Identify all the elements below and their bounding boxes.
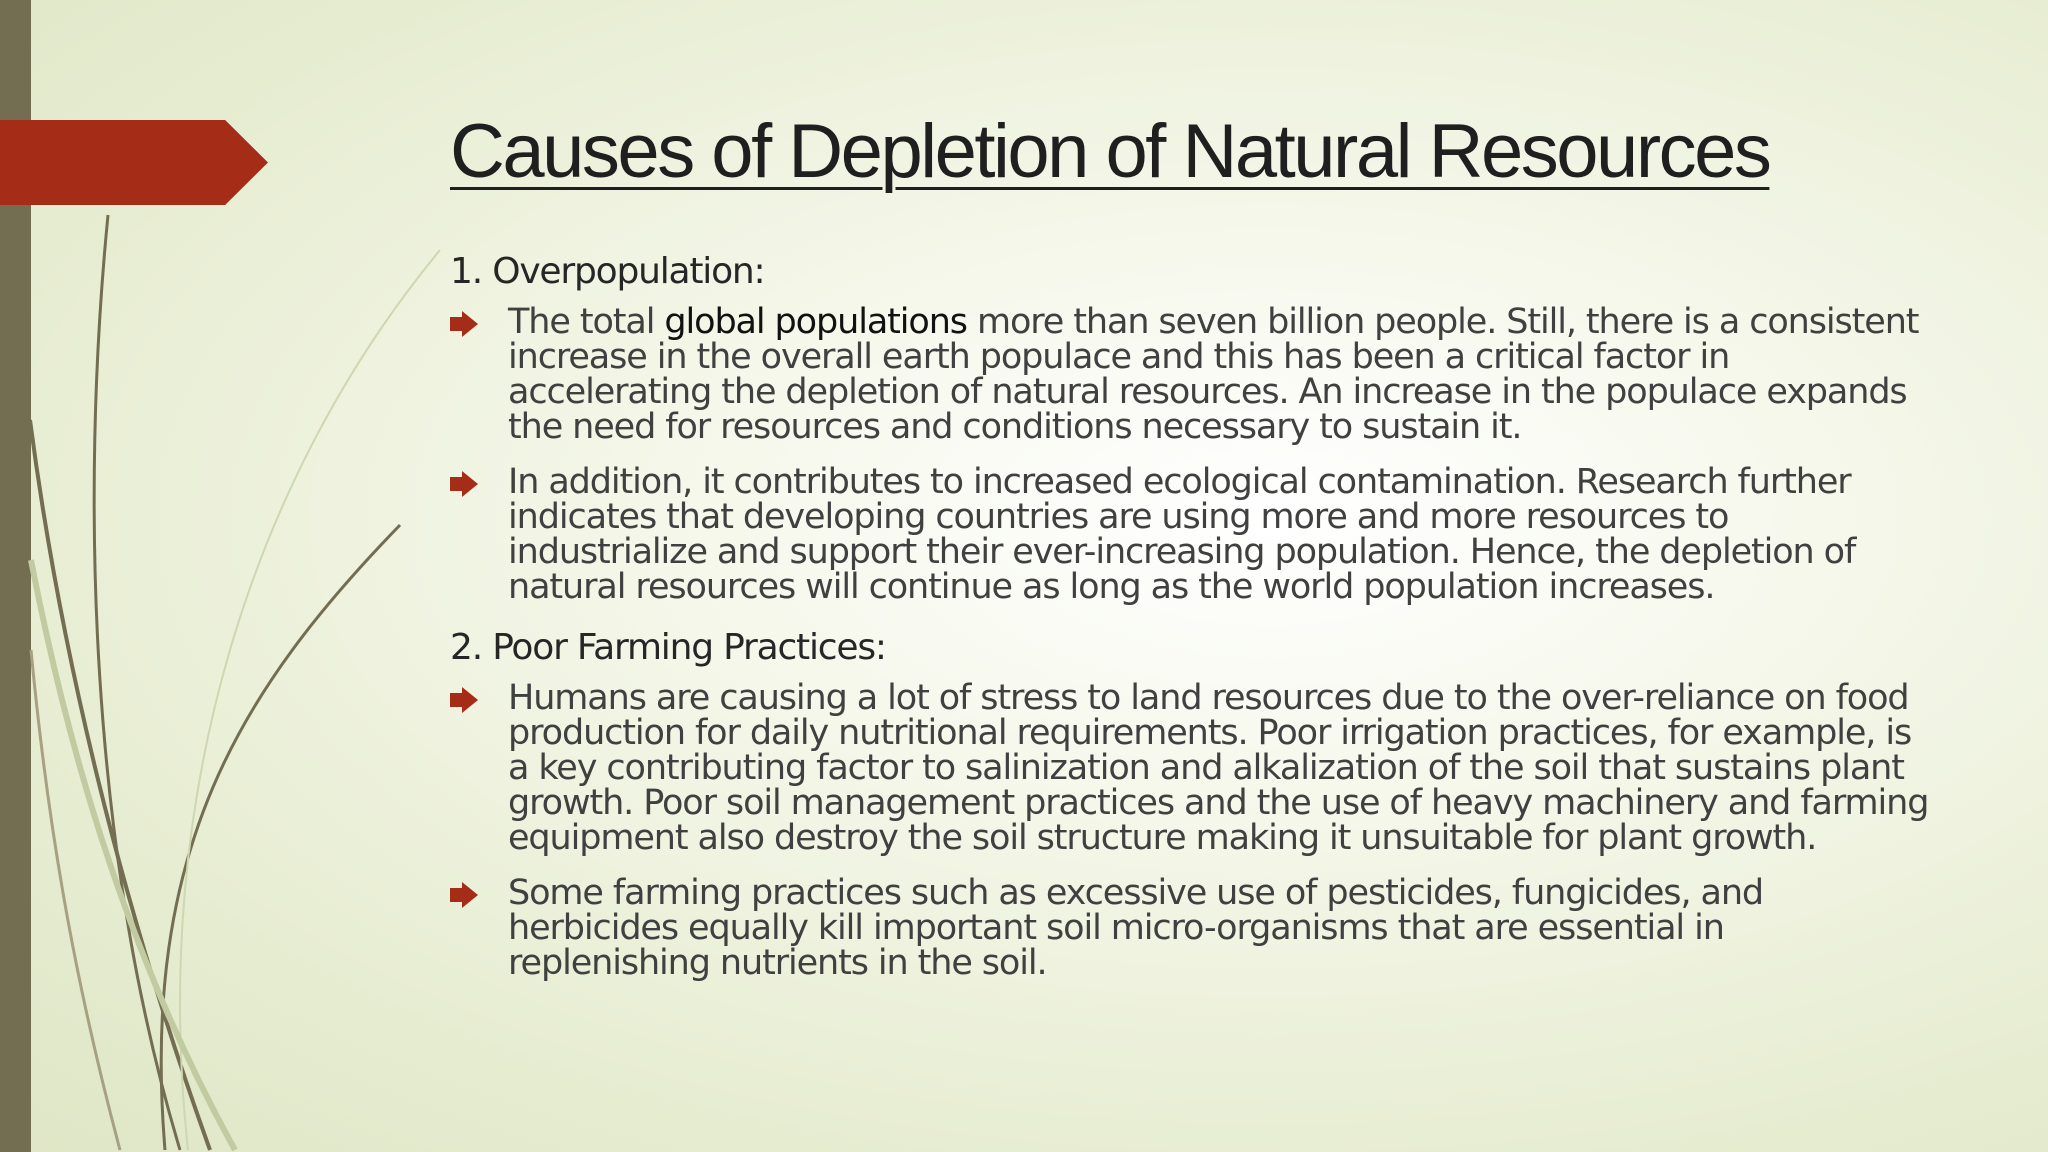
slide-content (450, 108, 1930, 1001)
bullet-text-end: more than seven billion people. Still, there is a consistent increase in the overall earth populace and this has been a critical factor in accelerating the depletion of natural resources. An increase in the populace expands the need for resources and conditions necessary to sustain it. (508, 302, 1919, 447)
slide-title: Causes of Depletion of Natural Resources (450, 109, 1770, 194)
bullet-list-overpopulation (450, 302, 1930, 607)
bullet-text: In addition, it contributes to increased ecological contamination. Research further indicates that developing countries are using more and more resources to industrialize and support their ever-increasing population. Hence, the depletion of natural resources will continue as long as the world population increases. (508, 462, 1856, 607)
section-heading-overpopulation: 1. Overpopulation: (450, 251, 765, 292)
arrow-bullet-icon (450, 311, 478, 337)
bullet-item (450, 873, 1930, 983)
section-overpopulation (450, 249, 1930, 605)
bullet-item (450, 678, 1930, 858)
arrow-bullet-icon (450, 687, 478, 713)
bullet-text-start: The total (508, 302, 665, 342)
bullet-text (508, 302, 1930, 447)
bullet-item (450, 462, 1930, 607)
section-poor-farming (450, 625, 1930, 981)
bullet-text: Some farming practices such as excessive use of pesticides, fungicides, and herbicides equally kill important soil micro-organisms that are essential in replenishing nutrients in the soil. (508, 873, 1764, 983)
bullet-item (450, 302, 1930, 447)
arrow-bullet-icon (450, 471, 478, 497)
title-arrow-tab (0, 120, 268, 205)
bullet-text: Humans are causing a lot of stress to land resources due to the over-reliance on food production for daily nutritional requirements. Poor irrigation practices, for example, is a key contributing factor to salinization and alkalization of the soil that sustains plant growth. Poor soil management practices and the use of heavy machinery and farming equipment also destroy the soil structure making it unsuitable for plant growth. (508, 678, 1929, 858)
arrow-bullet-icon (450, 882, 478, 908)
section-heading-poor-farming: 2. Poor Farming Practices: (450, 627, 886, 668)
bullet-list-poor-farming (450, 678, 1930, 983)
global-populations-link[interactable]: global populations (664, 302, 967, 342)
